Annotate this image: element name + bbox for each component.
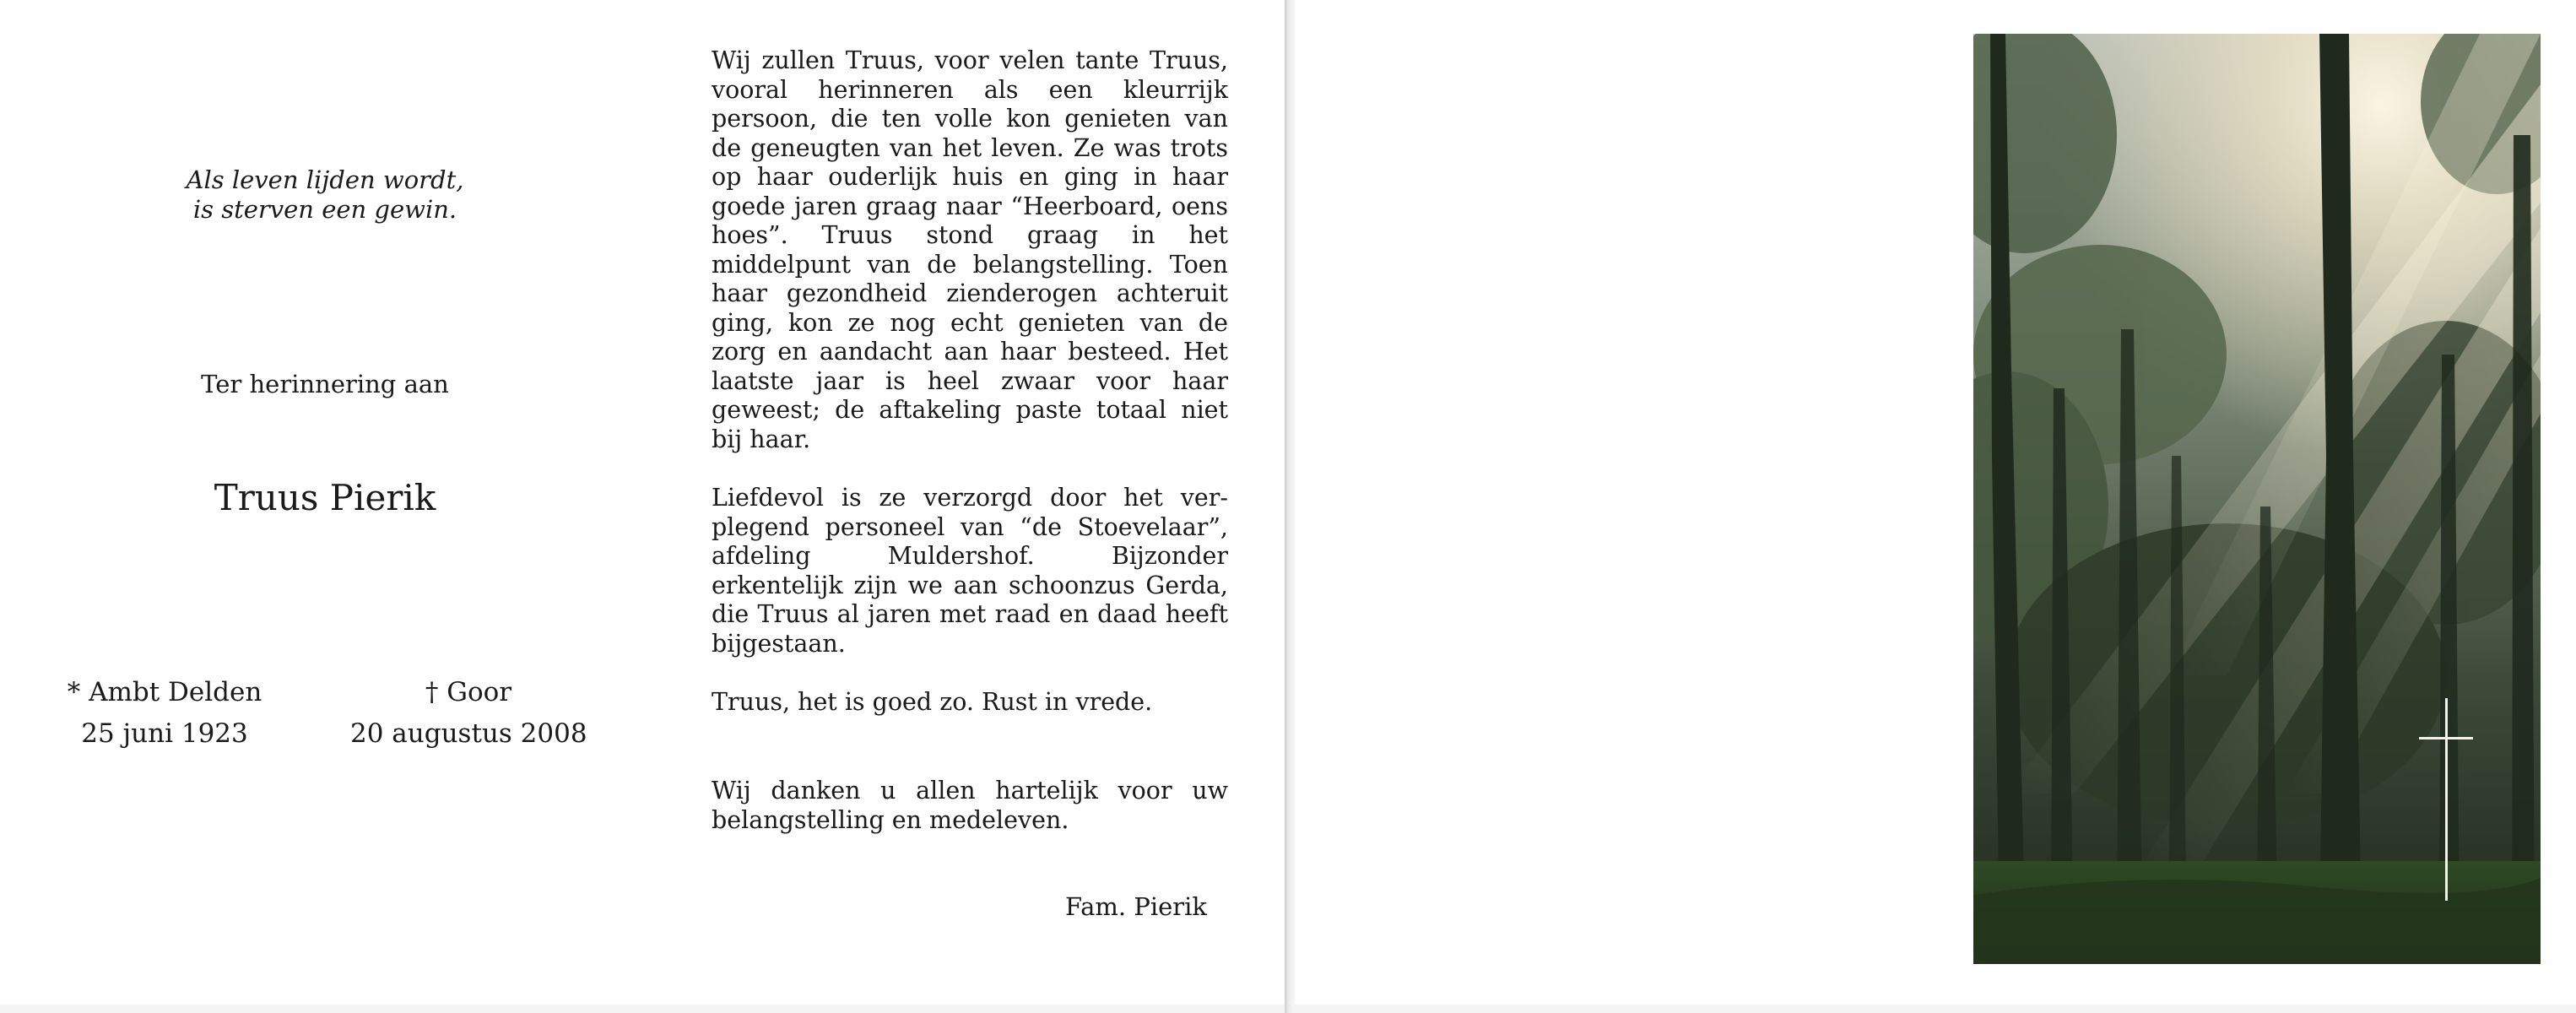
death-date: 20 augustus 2008 <box>350 718 587 749</box>
paragraph-thanks: Wij danken u allen hartelijk voor uw belangstelling en medeleven. <box>712 777 1228 834</box>
motto-line-1: Als leven lijden wordt, <box>186 165 464 194</box>
birth-date: 25 juni 1923 <box>81 718 248 749</box>
card-fold <box>1285 0 1295 1013</box>
card-left-page <box>0 0 1285 1005</box>
forest-photo <box>1973 34 2541 964</box>
paragraph-farewell: Truus, het is goed zo. Rust in vrede. <box>712 688 1153 716</box>
thanks-text <box>712 777 1228 835</box>
farewell-text <box>712 688 1228 718</box>
remembrance-label: Ter herinnering aan <box>201 370 449 398</box>
motto <box>156 165 494 225</box>
paragraph-care: Liefdevol is ze verzorgd door het verplegend personeel van “de Stoevelaar”, afdeling Muldershof. Bijzonder erkentelijk zijn we aan schoonzus Gerda, die Truus al jaren met raad en daad heeft bijgestaan. <box>712 484 1228 658</box>
birth-info <box>59 672 270 755</box>
paragraph-memory: Wij zullen Truus, voor velen tante Truus, vooral herinneren als een kleurrijk persoon, die ten volle kon genieten van de geneugten van het leven. Ze was trots op haar ouderlijk huis en ging in haar goede jaren graag naar “Heerboard, oens hoes”. Truus stond graag in het middelpunt van de belangstelling. Toen haar gezondheid zienderogen achteruit ging, kon ze nog echt genieten van de zorg en aandacht aan haar besteed. Het laatste jaar is heel zwaar voor haar geweest; de aftakeling paste totaal niet bij haar. <box>712 46 1228 453</box>
birth-place: * Ambt Delden <box>67 677 262 707</box>
tribute-text <box>712 46 1228 454</box>
deceased-name: Truus Pierik <box>214 477 436 518</box>
death-info <box>350 672 587 755</box>
death-place: † Goor <box>425 677 512 707</box>
motto-line-2: is sterven een gewin. <box>192 195 457 224</box>
care-text <box>712 484 1228 658</box>
signature: Fam. Pierik <box>1064 892 1207 921</box>
